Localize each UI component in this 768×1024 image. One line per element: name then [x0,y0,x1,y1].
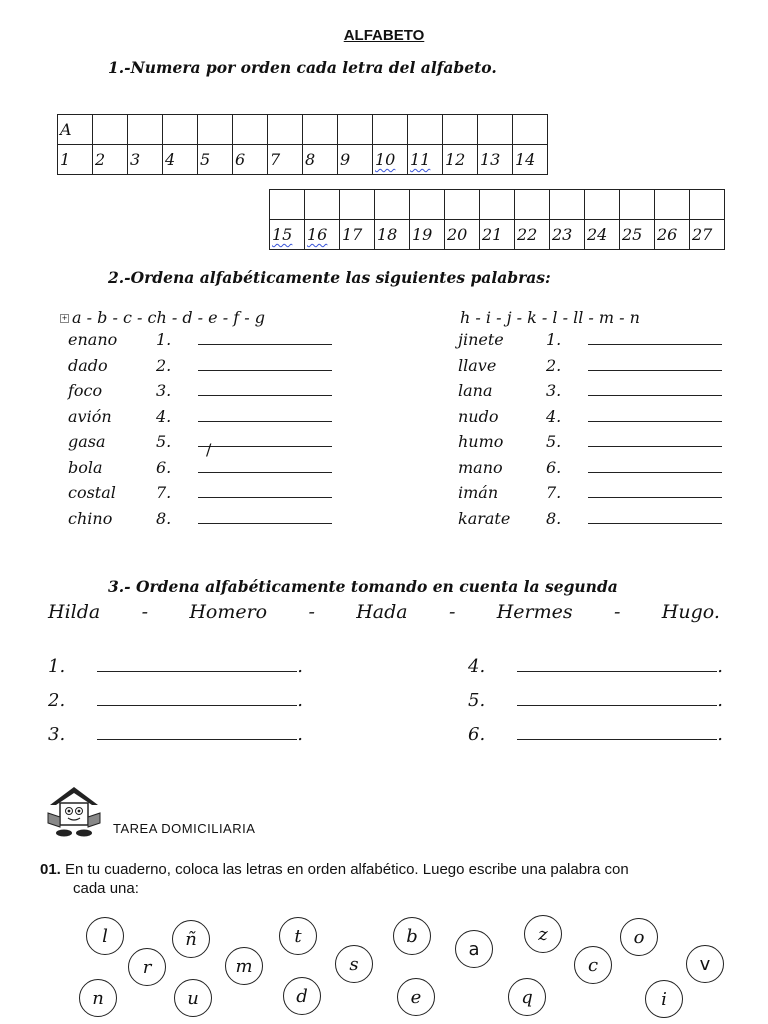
letter-circle: c [574,946,612,984]
grid-cell[interactable]: 4 [163,145,198,175]
pen-mark-icon: / [206,440,212,459]
letter-circle: e [397,978,435,1016]
word: imán [458,483,499,502]
answer-period: . [717,656,723,677]
item-number: 2. [546,355,562,375]
item-number: 7. [546,483,562,502]
name-word: Hada [356,601,408,623]
grid-cell[interactable]: 27 [690,220,725,250]
grid-cell[interactable]: 1 [58,145,93,175]
answer-number: 5. [468,690,486,711]
grid-cell[interactable]: 21 [480,220,515,250]
item-number: 4. [546,406,562,426]
letter-circle: t [279,917,317,955]
grid-cell[interactable]: 2 [93,145,128,175]
item-number: 7. [156,483,172,502]
word: gasa [68,432,106,451]
grid-cell[interactable]: 5 [198,145,233,175]
word: karate [458,508,511,528]
item-number: 2. [156,355,172,375]
name-word: Hugo. [661,601,720,623]
page-title: ALFABETO [343,27,425,44]
section3-heading: 3.- Ordena alfabéticamente tomando en cuenta la segunda [108,577,618,596]
letter-circle: z [524,915,562,953]
letter-circle: u [174,979,212,1017]
letter-circle: l [86,917,124,955]
grid-cell[interactable]: 15 [270,220,305,250]
grid-cell[interactable]: 3 [128,145,163,175]
item-number: 1. [156,330,172,349]
word: foco [68,381,103,400]
grid-cell[interactable]: 20 [445,220,480,250]
letter-circle: v [686,945,724,983]
letter-circle: ñ [172,920,210,958]
answer-period: . [297,724,303,745]
word: humo [458,432,504,451]
word: chino [68,508,113,528]
question-number: 01. [40,861,61,878]
word: enano [68,330,118,349]
item-number: 5. [156,432,172,451]
grid-cell[interactable]: 26 [655,220,690,250]
letter-circle: o [620,918,658,956]
question-text-2: cada una: [73,880,139,897]
answer-number: 1. [48,656,66,677]
homework-label: TAREA DOMICILIARIA [113,821,256,836]
letter-circle: d [283,977,321,1015]
item-number: 3. [546,381,562,400]
question-text-1: En tu cuaderno, coloca las letras en orden alfabético. Luego escribe una palabra con [65,861,629,878]
letter-circle: n [79,979,117,1017]
grid-cell[interactable]: 18 [375,220,410,250]
word: jinete [458,330,504,349]
letter-circle: s [335,945,373,983]
grid-cell[interactable]: 12 [443,145,478,175]
grid-cell[interactable]: A [58,115,93,145]
grid-cell[interactable]: 7 [268,145,303,175]
answer-number: 3. [48,724,66,745]
answer-period: . [297,690,303,711]
item-number: 5. [546,432,562,451]
section1-heading: 1.-Numera por orden cada letra del alfabeto. [108,58,497,77]
item-number: 8. [156,508,172,528]
word: lana [458,381,493,400]
item-number: 4. [156,406,172,426]
grid-cell[interactable]: 19 [410,220,445,250]
letter-circle: q [508,978,546,1016]
letter-circle: m [225,947,263,985]
separator: - [614,601,621,623]
letter-circle: a [455,930,493,968]
word: costal [68,483,116,502]
word: bola [68,457,103,477]
grid-cell[interactable]: 16 [305,220,340,250]
answer-period: . [297,656,303,677]
expand-icon: + [61,314,68,322]
item-number: 3. [156,381,172,400]
grid-cell[interactable]: 6 [233,145,268,175]
grid-cell[interactable]: 10 [373,145,408,175]
word: nudo [458,406,499,426]
letter-circle: r [128,948,166,986]
answer-number: 6. [468,724,486,745]
answer-number: 2. [48,690,66,711]
item-number: 1. [546,330,562,349]
answer-period: . [717,690,723,711]
grid-cell[interactable]: 9 [338,145,373,175]
grid-cell[interactable]: 14 [513,145,548,175]
letter-circle: b [393,917,431,955]
word: llave [458,355,497,375]
grid-cell[interactable]: 13 [478,145,513,175]
alphabet-right: h - i - j - k - l - ll - m - n [460,308,640,327]
answer-number: 4. [468,656,486,677]
grid-cell[interactable]: 23 [550,220,585,250]
item-number: 6. [156,457,172,477]
name-word: Homero [189,601,268,623]
separator: - [448,601,456,623]
name-word: Hilda [48,601,101,623]
grid-cell[interactable]: 8 [303,145,338,175]
name-word: Hermes [496,601,573,623]
item-number: 8. [546,508,562,528]
item-number: 6. [546,457,562,477]
answer-period: . [717,724,723,745]
word: mano [458,457,503,477]
section2-heading: 2.-Ordena alfabéticamente las siguientes palabras: [108,268,551,287]
grid-cell[interactable]: 25 [620,220,655,250]
grid-cell[interactable]: 11 [408,145,443,175]
grid-cell[interactable]: 24 [585,220,620,250]
grid-cell[interactable]: 22 [515,220,550,250]
letter-circle: i [645,980,683,1018]
separator: - [308,601,315,623]
word: avión [68,406,112,426]
alphabet-left-text: a - b - c - ch - d - e - f - g [72,308,265,327]
grid-cell[interactable]: 17 [340,220,375,250]
separator: - [141,601,148,623]
word: dado [68,355,108,375]
